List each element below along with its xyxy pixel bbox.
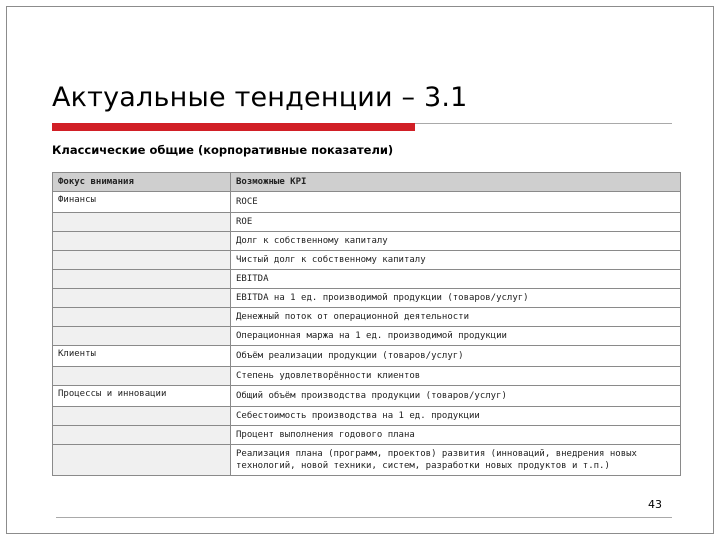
focus-cell [53, 213, 231, 232]
table-row [53, 445, 681, 476]
focus-cell [53, 367, 231, 386]
kpi-cell: Реализация плана (программ, проектов) развития (инноваций, внедрения новых технологий, новой техники, систем, разработки новых продуктов и т.п.) [231, 445, 681, 476]
table-row [53, 213, 681, 232]
kpi-cell: Долг к собственному капиталу [231, 232, 681, 251]
focus-cell: Процессы и инновации [53, 386, 231, 407]
title-accent-bar [52, 123, 415, 131]
table-header-row [53, 173, 681, 192]
footer-line [56, 517, 672, 518]
kpi-cell: Чистый долг к собственному капиталу [231, 251, 681, 270]
table-row [53, 367, 681, 386]
kpi-cell: Степень удовлетворённости клиентов [231, 367, 681, 386]
focus-cell [53, 270, 231, 289]
table-row [53, 346, 681, 367]
kpi-table [52, 172, 681, 476]
table-row [53, 270, 681, 289]
focus-cell: Финансы [53, 192, 231, 213]
kpi-cell: EBITDA на 1 ед. производимой продукции (товаров/услуг) [231, 289, 681, 308]
kpi-cell: Денежный поток от операционной деятельности [231, 308, 681, 327]
table-row [53, 407, 681, 426]
kpi-cell: ROE [231, 213, 681, 232]
focus-cell [53, 445, 231, 476]
focus-cell [53, 289, 231, 308]
focus-cell [53, 327, 231, 346]
page-number: 43 [648, 498, 662, 511]
focus-cell: Клиенты [53, 346, 231, 367]
table-row [53, 308, 681, 327]
kpi-cell: Процент выполнения годового плана [231, 426, 681, 445]
slide-subtitle: Классические общие (корпоративные показатели) [52, 143, 394, 157]
focus-cell [53, 232, 231, 251]
header-kpi: Возможные KPI [231, 173, 681, 192]
table-row [53, 289, 681, 308]
focus-cell [53, 251, 231, 270]
table-row [53, 386, 681, 407]
slide-title: Актуальные тенденции – 3.1 [52, 82, 468, 113]
table-row [53, 232, 681, 251]
kpi-cell: ROCE [231, 192, 681, 213]
kpi-cell: Общий объём производства продукции (товаров/услуг) [231, 386, 681, 407]
focus-cell [53, 407, 231, 426]
table-row [53, 192, 681, 213]
kpi-cell: Объём реализации продукции (товаров/услуг) [231, 346, 681, 367]
header-focus: Фокус внимания [53, 173, 231, 192]
kpi-cell: Себестоимость производства на 1 ед. продукции [231, 407, 681, 426]
table-row [53, 426, 681, 445]
focus-cell [53, 426, 231, 445]
table-row [53, 327, 681, 346]
kpi-cell: EBITDA [231, 270, 681, 289]
focus-cell [53, 308, 231, 327]
kpi-cell: Операционная маржа на 1 ед. производимой продукции [231, 327, 681, 346]
table-row [53, 251, 681, 270]
